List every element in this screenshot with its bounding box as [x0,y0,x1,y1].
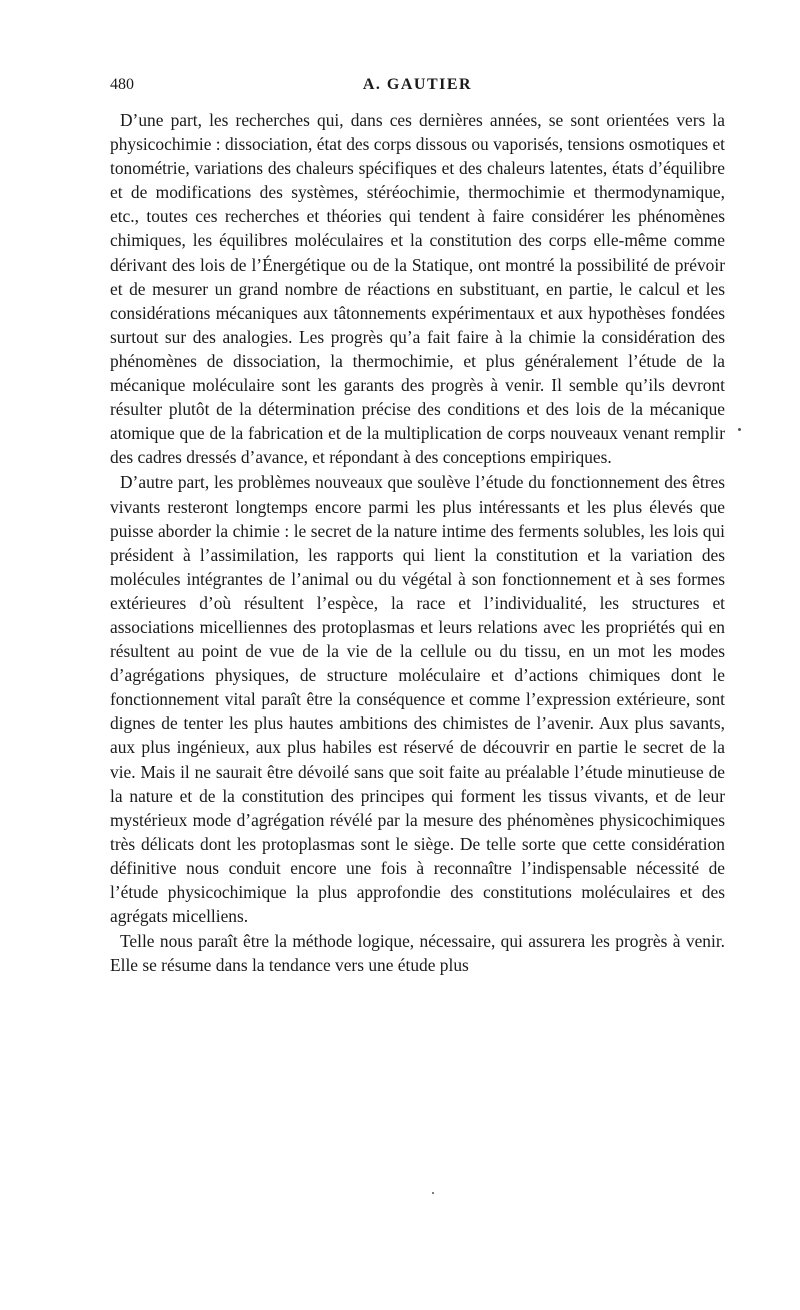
paragraph-3: Telle nous paraît être la méthode logique, nécessaire, qui assurera les progrès à venir. Elle se résume dans la tendance vers une étude plus [110,931,725,976]
margin-speck [738,428,741,431]
margin-speck [432,1192,434,1194]
paragraph-2: D’autre part, les problèmes nouveaux que soulève l’étude du fonctionnement des êtres vivants resteront longtemps encore parmi les plus intéressants et les plus élevés que puisse aborder la chimie : le secret de la nature intime des ferments solubles, les lois qui président à l’assimilation, les rapports qui lient la constitution et la variation des molécules intégrantes de l’animal ou du végétal à son fonctionnement et à ses formes extérieures d’où résultent l’espèce, la race et l’individualité, les structures et associations micelliennes des protoplasmas et leurs relations avec les propriétés qui en résultent au point de vue de la vie de la cellule ou du tissu, en un mot les modes d’agrégations physiques, de structure moléculaire et d’actions chimiques dont le fonctionnement vital paraît être la conséquence et comme l’expression extérieure, sont dignes de tenter les plus hautes ambitions des chimistes de l’avenir. Aux plus savants, aux plus ingénieux, aux plus habiles est réservé de découvrir en partie le secret de la vie. Mais il ne saurait être dévoilé sans que soit faite au préalable l’étude minutieuse de la nature et de la constitution des principes qui forment les tissus vivants, et de leur mystérieux mode d’agrégation révélé par la mesure des phénomènes physicochimiques très délicats dont les protoplasmas sont le siège. De telle sorte que cette considération définitive nous conduit encore une fois à reconnaître l’indispensable nécessité de l’étude physicochimique la plus approfondie des constitutions moléculaires et des agrégats micelliens. [110,472,725,927]
book-page [110,70,725,977]
paragraph-1: D’une part, les recherches qui, dans ces dernières années, se sont orientées vers la physicochimie : dissociation, état des corps dissous ou vaporisés, tensions osmotiques et tonométrie, variations des chaleurs spécifiques et des chaleurs latentes, états d’équilibre et de modifications des systèmes, stéréochimie, thermochimie et thermodynamique, etc., toutes ces recherches et théories qui tendent à faire considérer les phénomènes chimiques, les équilibres moléculaires et la constitution des corps elle-même comme dérivant des lois de l’Énergétique ou de la Statique, ont montré la possibilité de prévoir et de mesurer un grand nombre de réactions en substituant, en partie, le calcul et les considérations mécaniques aux tâtonnements expérimentaux et aux hypothèses fondées surtout sur des analogies. Les progrès qu’a fait faire à la chimie la considération des phénomènes de dissociation, la thermochimie, et plus généralement l’étude de la mécanique moléculaire sont les garants des progrès à venir. Il semble qu’ils devront résulter plutôt de la détermination précise des conditions et des lois de la mécanique atomique que de la fabrication et de la multiplication de corps nouveaux venant remplir des cadres dressés d’avance, et répondant à des conceptions empiriques. [110,110,725,468]
page-header [110,70,725,100]
page-number: 480 [110,76,134,93]
running-head: A. GAUTIER [362,76,473,93]
body-text [110,108,725,977]
